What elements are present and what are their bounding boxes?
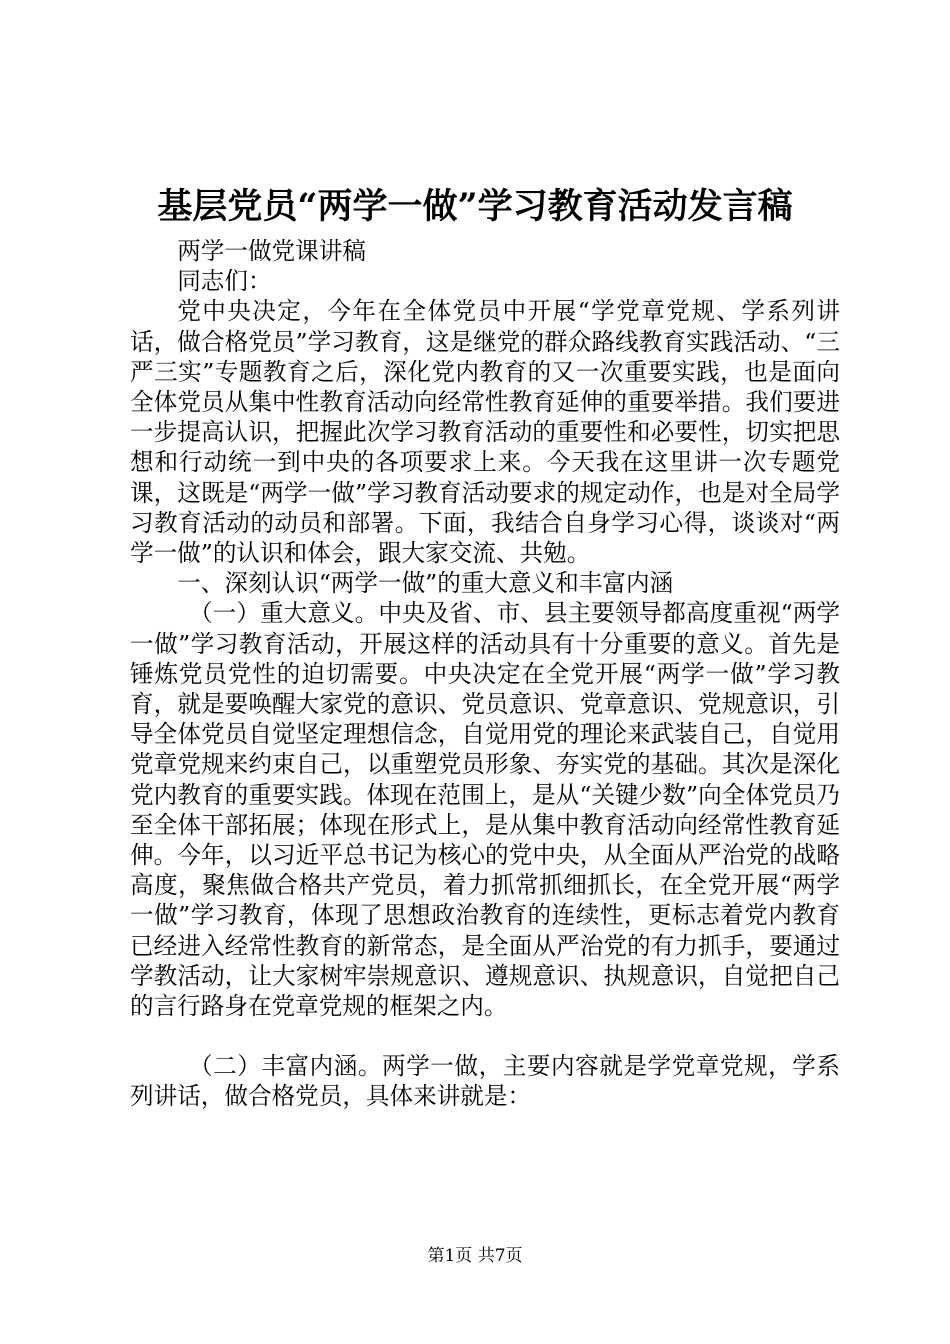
document-body (130, 236, 840, 1112)
paragraph-intro: 党中央决定，今年在全体党员中开展“学党章党规、学系列讲话，做合格党员”学习教育，这是继党的群众路线教育实践活动、“三严三实”专题教育之后，深化党内教育的又一次重要实践，也是面向全体党员从集中性教育活动向经常性教育延伸的重要举措。我们要进一步提高认识，把握此次学习教育活动的重要性和必要性，切实把思想和行动统一到中央的各项要求上来。今天我在这里讲一次专题党课，这既是“两学一做”学习教育活动要求的规定动作，也是对全局学习教育活动的动员和部署。下面，我结合自身学习心得，谈谈对“两学一做”的认识和体会，跟大家交流、共勉。 (130, 297, 840, 568)
section-heading-1: 一、深刻认识“两学一做”的重大意义和丰富内涵 (177, 569, 674, 598)
document-title: 基层党员“两学一做”学习教育活动发言稿 (157, 186, 793, 227)
paragraph-connotation: （二）丰富内涵。两学一做，主要内容就是学党章党规，学系列讲话，做合格党员，具体来讲就是： (130, 1052, 840, 1111)
paragraph-salutation: 同志们： (177, 267, 272, 296)
paragraph-subtitle: 两学一做党课讲稿 (177, 237, 366, 265)
page-number: 第1页 共7页 (427, 1246, 523, 1266)
paragraph-significance: （一）重大意义。中央及省、市、县主要领导都高度重视“两学一做”学习教育活动，开展这样的活动具有十分重要的意义。首先是锤炼党员党性的迫切需要。中央决定在全党开展“两学一做”学习教育，就是要唤醒大家党的意识、党员意识、党章意识、党规意识，引导全体党员自觉坚定理想信念，自觉用党的理论来武装自己，自觉用党章党规来约束自己，以重塑党员形象、夯实党的基础。其次是深化党内教育的重要实践。体现在范围上，是从“关键少数”向全体党员乃至全体干部拓展；体现在形式上，是从集中教育活动向经常性教育延伸。今年，以习近平总书记为核心的党中央，从全面从严治党的战略高度，聚焦做合格共产党员，着力抓常抓细抓长，在全党开展“两学一做”学习教育，体现了思想政治教育的连续性，更标志着党内教育已经进入经常性教育的新常态，是全面从严治党的有力抓手，要通过学教活动，让大家树牢崇规意识、遵规意识、执规意识，自觉把自己的言行路身在党章党规的框架之内。 (130, 599, 840, 1021)
